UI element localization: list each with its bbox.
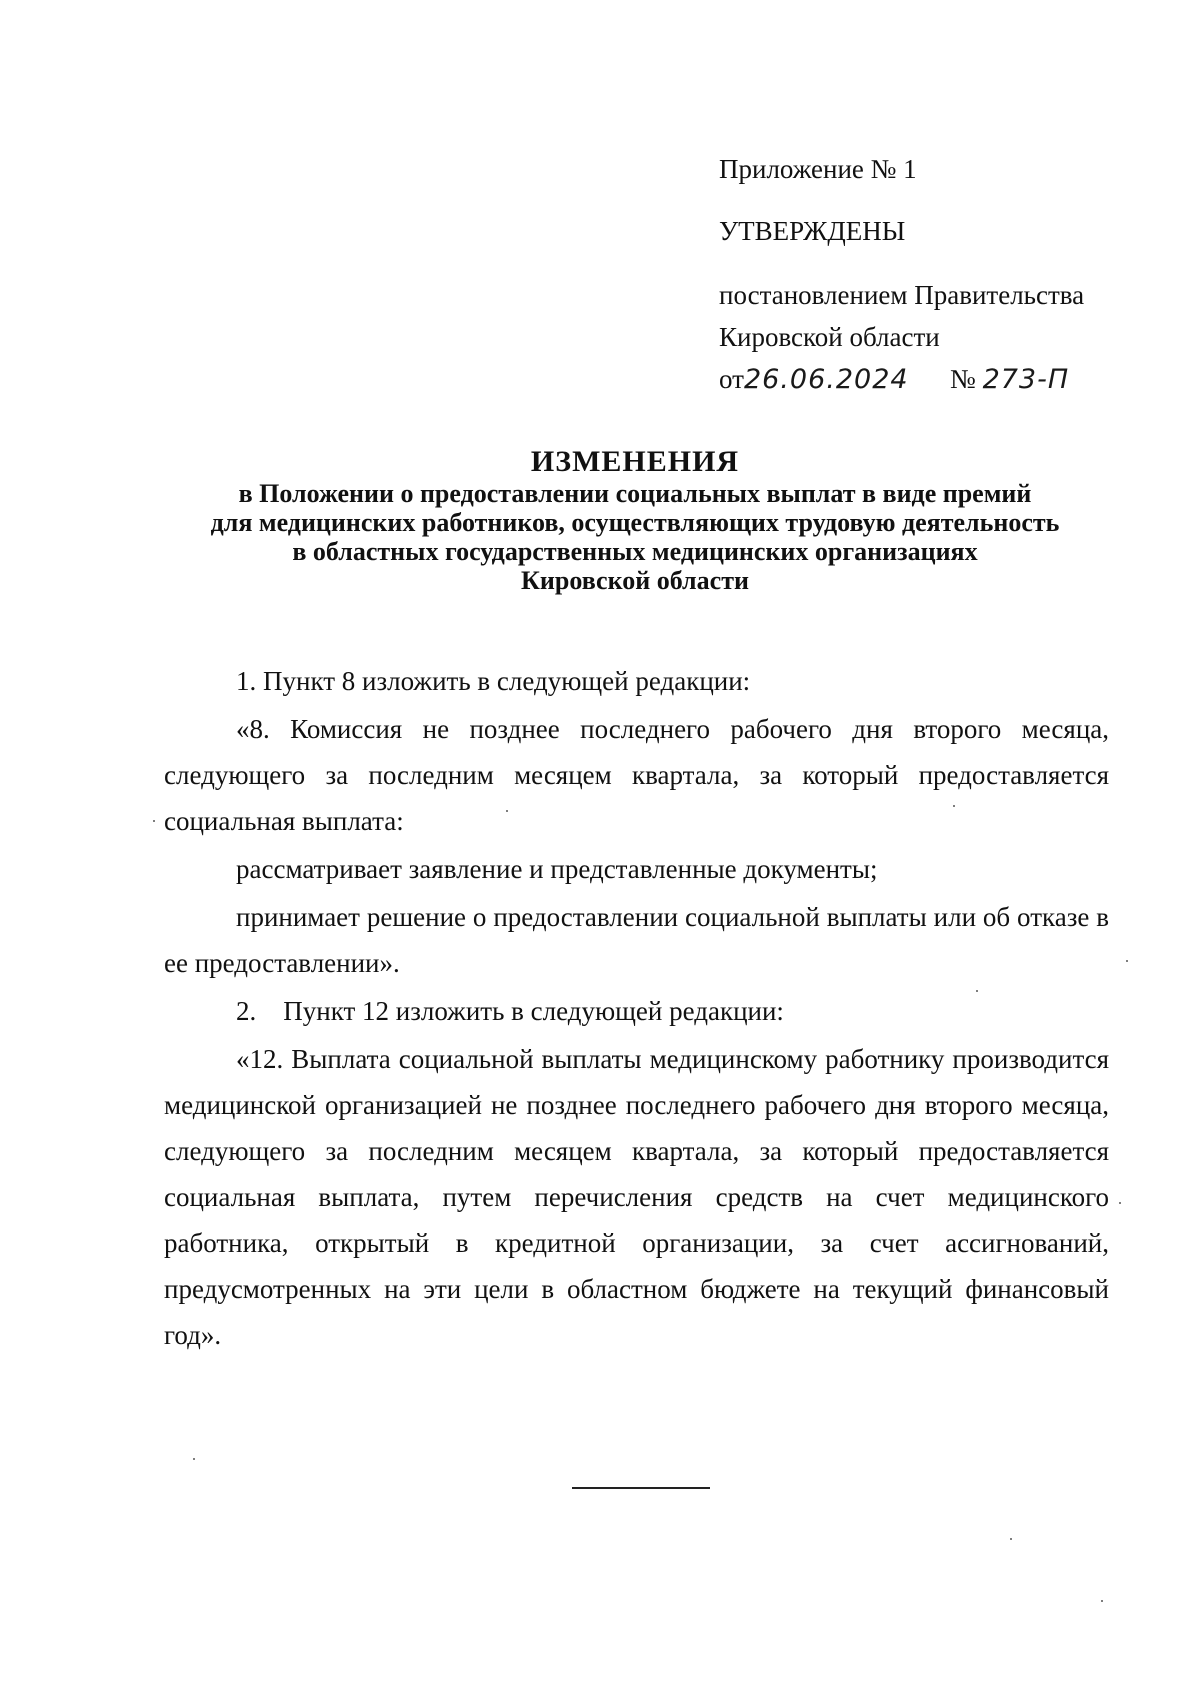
scan-speck <box>193 1458 195 1460</box>
scan-speck <box>1126 960 1128 962</box>
title-line-2: для медицинских работников, осуществляющих трудовую деятельность <box>210 508 1060 537</box>
appendix-label: Приложение № 1 <box>719 154 917 184</box>
paragraph-reviews: рассматривает заявление и представленные документы; <box>236 854 878 884</box>
approved-label: УТВЕРЖДЕНЫ <box>719 216 906 246</box>
title-heading: ИЗМЕНЕНИЯ <box>530 445 740 478</box>
scan-speck <box>1010 1538 1012 1540</box>
scan-speck <box>506 810 508 812</box>
decree-line-1: постановлением Правительства <box>719 280 1085 310</box>
paragraph-clause-8: «8. Комиссия не позднее последнего рабочего дня второго месяца, следующего за последним месяцем квартала, за который предоставляется социальная выплата: <box>164 714 1109 836</box>
scan-speck <box>1119 1202 1121 1204</box>
document-body <box>164 658 1109 1360</box>
scan-speck <box>1101 1600 1103 1602</box>
closing-divider <box>572 1487 710 1489</box>
paragraph-item-2: 2. Пункт 12 изложить в следующей редакции: <box>236 996 784 1026</box>
decree-date-number <box>719 358 1149 401</box>
scan-speck <box>976 990 978 992</box>
paragraph-clause-12: «12. Выплата социальной выплаты медицинскому работнику производится медицинской организацией не позднее последнего рабочего дня второго месяца, следующего за последним месяцем квартала, за который предоставляется социальная выплата, путем перечисления средств на счет медицинского работника, открытый в кредитной организации, за счет ассигнований, предусмотренных на эти цели в областном бюджете на текущий финансовый год». <box>164 1044 1109 1350</box>
paragraph-item-1: 1. Пункт 8 изложить в следующей редакции: <box>236 666 751 696</box>
scan-speck <box>953 805 955 807</box>
title-line-3: в областных государственных медицинских организациях <box>292 537 978 566</box>
document-title <box>120 445 1150 595</box>
scan-speck <box>153 820 155 822</box>
handwritten-date: 26.06.2024 <box>743 364 909 395</box>
approval-stamp-block <box>719 148 1149 401</box>
title-line-4: Кировской области <box>521 566 749 595</box>
number-prefix: № <box>950 364 976 394</box>
paragraph-decides: принимает решение о предоставлении социальной выплаты или об отказе в ее предоставлении». <box>164 902 1109 978</box>
title-line-1: в Положении о предоставлении социальных выплат в виде премий <box>238 479 1032 508</box>
date-prefix: от <box>719 364 744 394</box>
decree-line-2: Кировской области <box>719 322 940 352</box>
handwritten-number: 273-П <box>982 364 1070 395</box>
decree-reference <box>719 274 1149 401</box>
